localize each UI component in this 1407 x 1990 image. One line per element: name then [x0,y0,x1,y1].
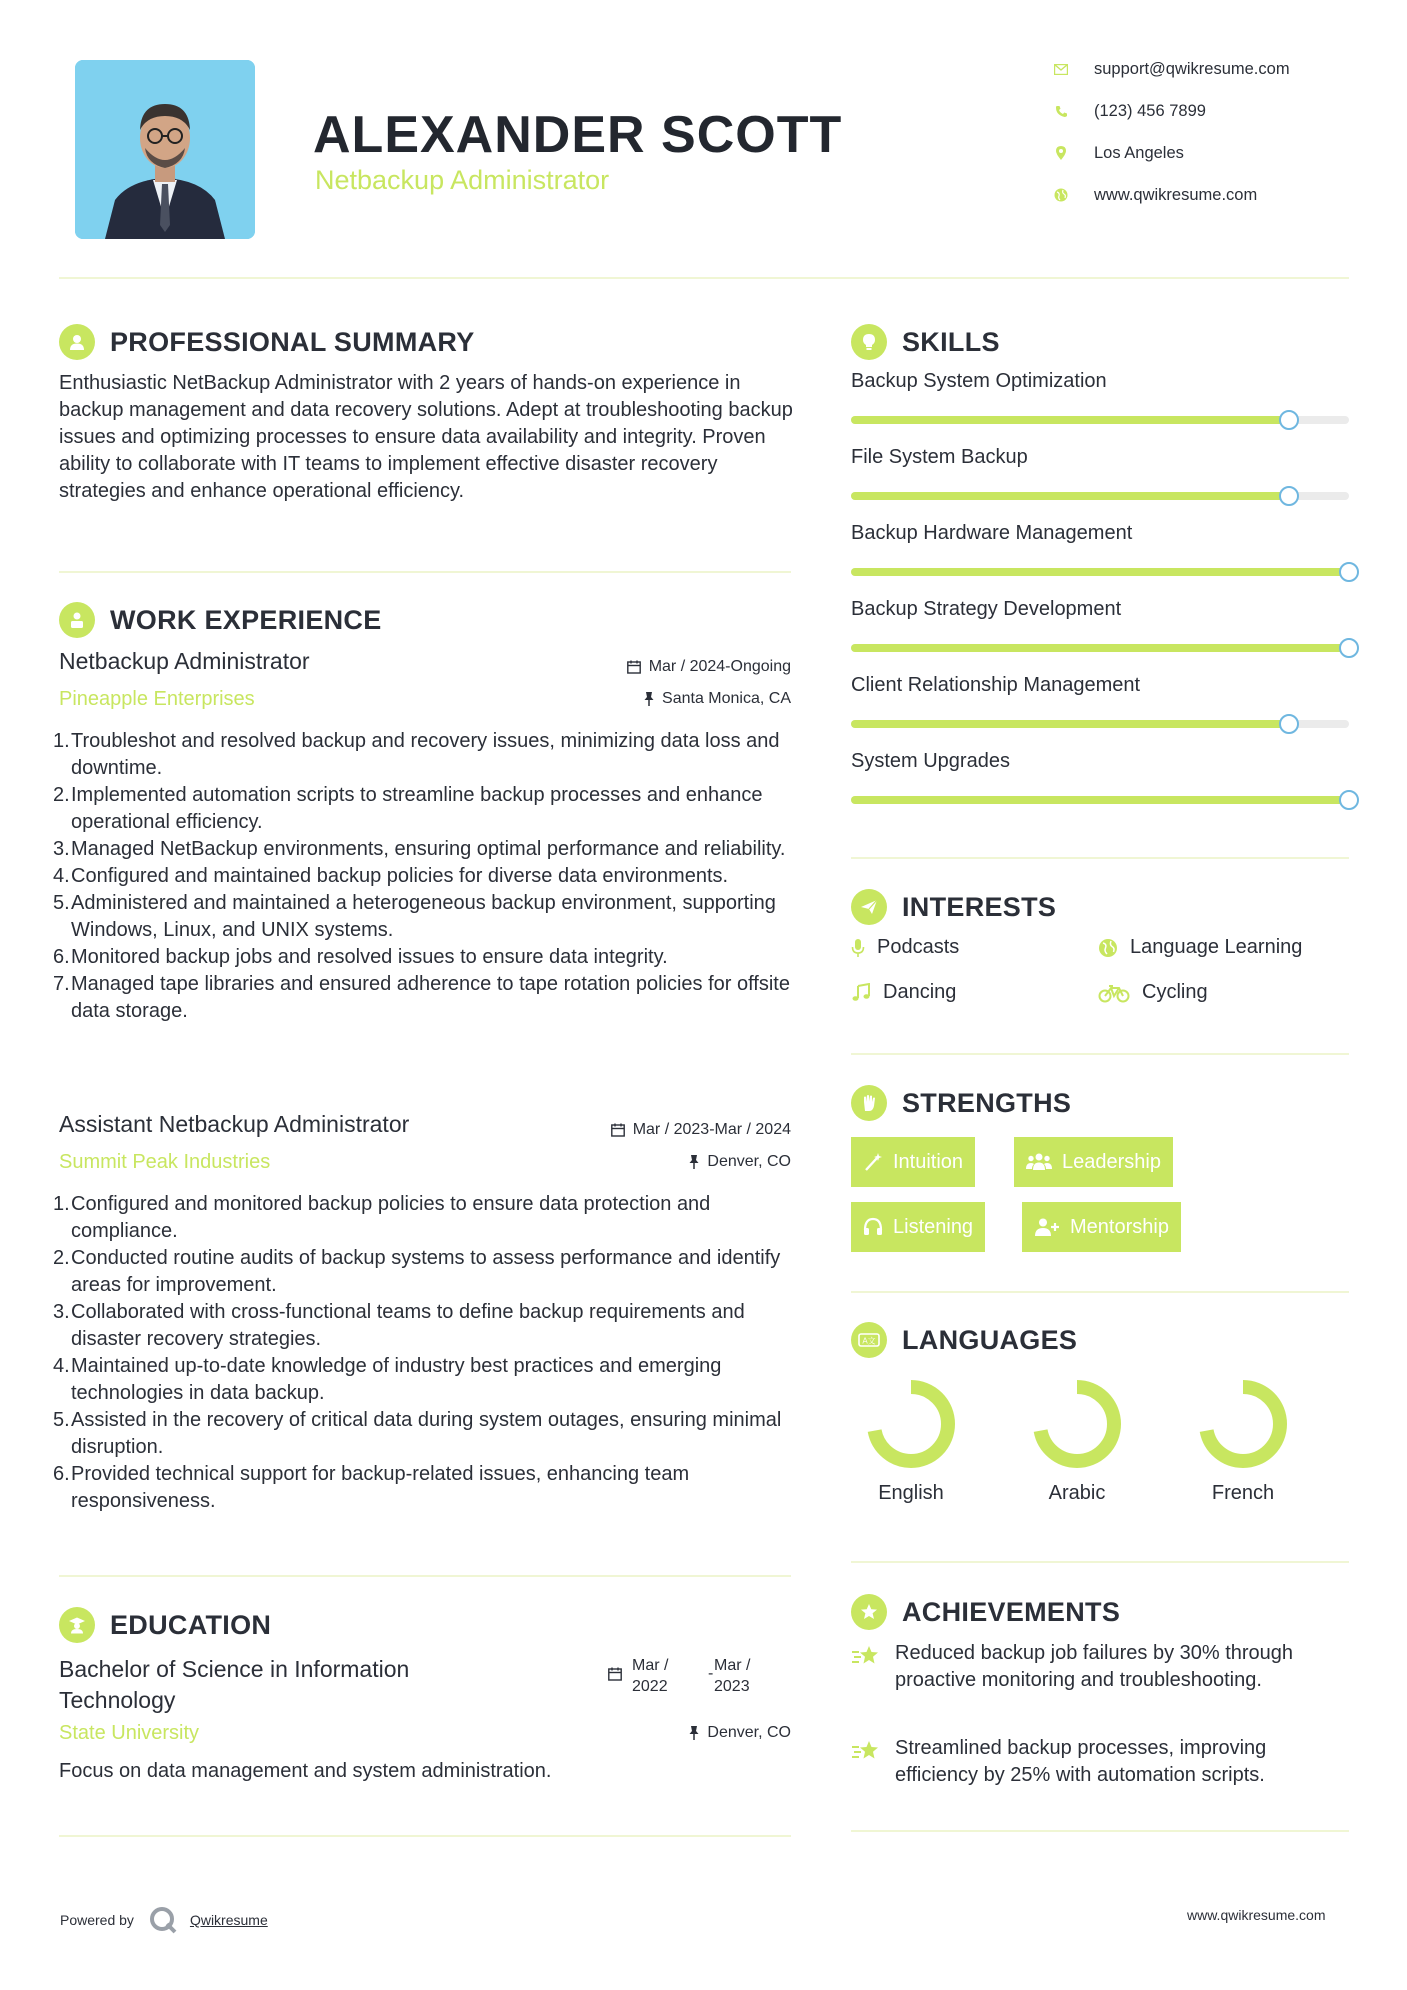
list-item: 1. Troubleshot and resolved backup and recovery issues, minimizing data loss and downtime. [53,730,780,779]
user-plus-icon [1034,1217,1060,1237]
pushpin-icon [689,1155,699,1169]
summary-text: Enthusiastic NetBackup Administrator with 2 years of hands-on experience in backup management and data recovery solutions. Adept at troubleshooting backup issues and optimizing processes to ensure data availability and integrity. Proven ability to collaborate with IT teams to implement effective disaster recovery strategies and enhance operational efficiency. [59,372,793,502]
list-item: 7. Managed tape libraries and ensured adherence to tape rotation policies for offsite data storage. [53,973,790,1022]
paper-plane-icon [851,889,887,925]
skill-level-knob [1279,714,1299,734]
skill-item [851,370,1359,424]
language-item [851,1378,971,1505]
star-badge-icon [851,1594,887,1630]
globe-icon [1098,938,1118,958]
school-name: State University [59,1722,200,1744]
strengths-divider [851,1291,1349,1293]
job-1-duties [53,728,799,1025]
education-divider [59,1835,791,1837]
skill-name: File System Backup [851,446,1028,468]
briefcase-user-icon [59,602,95,638]
list-item: 2. Conducted routine audits of backup systems to assess performance and identify areas for improvement. [53,1247,781,1296]
skill-level-fill [851,568,1349,576]
phone-icon [1050,100,1072,122]
summary-heading: PROFESSIONAL SUMMARY [59,324,475,360]
work-heading: WORK EXPERIENCE [59,602,382,638]
work-divider [59,1575,791,1577]
language-level-ring [1197,1378,1289,1470]
skill-level-fill [851,796,1349,804]
skill-level-fill [851,492,1289,500]
location-pin-icon [1050,142,1072,164]
achievement-item-1: Reduced backup job failures by 30% through proactive monitoring and troubleshooting. [851,1640,1351,1694]
job-2-location: Denver, CO [689,1153,791,1171]
list-item: 5. Assisted in the recovery of critical data during system outages, ensuring minimal disruption. [53,1409,782,1458]
strength-tag-listening: Listening [851,1202,985,1252]
strength-tag-mentorship: Mentorship [1022,1202,1181,1252]
skills-divider [851,857,1349,859]
summary-divider [59,571,791,573]
education-date-end: Mar / 2023 [714,1657,751,1695]
languages-divider [851,1561,1349,1563]
strength-tag-leadership: Leadership [1014,1137,1173,1187]
magic-wand-icon [863,1152,883,1172]
skill-level-bar [851,568,1349,576]
skill-item [851,446,1359,500]
skill-level-knob [1339,562,1359,582]
interest-item-cycling: Cycling [1098,981,1208,1004]
language-name: Arabic [1048,1482,1106,1504]
calendar-icon [608,1667,622,1686]
user-icon [59,324,95,360]
graduate-icon [59,1607,95,1643]
education-date-separator: - [708,1665,714,1682]
achievement-item-2: Streamlined backup processes, improving efficiency by 25% with automation scripts. [851,1735,1351,1789]
skill-name: Backup System Optimization [851,370,1107,392]
skill-level-fill [851,720,1289,728]
skill-level-fill [851,644,1349,652]
achievements-heading: ACHIEVEMENTS [851,1594,1120,1630]
list-item: 4. Configured and maintained backup policies for diverse data environments. [53,865,729,887]
skill-level-knob [1279,410,1299,430]
interests-divider [851,1053,1349,1055]
interest-item-dancing: Dancing [851,981,956,1004]
footer-powered-by: Powered by Qwikresume [60,1905,268,1935]
job-1-date: Mar / 2024-Ongoing [627,658,791,676]
microphone-icon [851,938,865,958]
language-name: English [878,1482,944,1504]
footer-brand-link[interactable]: Qwikresume [189,1912,268,1928]
bicycle-icon [1098,983,1130,1003]
group-icon [1026,1152,1052,1172]
job-1-company: Pineapple Enterprises [59,688,255,710]
languages-heading: A文 LANGUAGES [851,1322,1077,1358]
skill-name: Backup Strategy Development [851,598,1122,620]
achievements-divider [851,1830,1349,1832]
profile-photo [75,60,255,239]
strength-tag-intuition: Intuition [851,1137,975,1187]
skill-level-bar [851,796,1349,804]
skill-level-knob [1279,486,1299,506]
skill-item [851,674,1359,728]
skill-name: Client Relationship Management [851,674,1141,696]
contact-website[interactable] [1050,184,1257,206]
education-location: Denver, CO [689,1724,791,1742]
headphones-icon [863,1217,883,1237]
qwikresume-logo-icon [148,1905,178,1935]
list-item: 6. Monitored backup jobs and resolved issues to ensure data integrity. [53,946,668,968]
job-1-title: Netbackup Administrator [59,648,310,674]
list-item: 1. Configured and monitored backup policies to ensure data protection and compliance. [53,1193,711,1242]
education-description: Focus on data management and system administration. [59,1760,552,1782]
contact-location-text: Los Angeles [1094,143,1184,162]
star-icon [851,1640,895,1694]
language-name: French [1211,1482,1275,1504]
envelope-icon [1050,58,1072,80]
list-item: 6. Provided technical support for backup-related issues, enhancing team responsiveness. [53,1463,690,1512]
pushpin-icon [644,692,654,706]
job-1-location: Santa Monica, CA [644,690,791,708]
person-portrait-icon [75,60,255,239]
language-level-arc [874,1387,948,1461]
skills-heading: SKILLS [851,324,1000,360]
skill-level-knob [1339,638,1359,658]
candidate-name: ALEXANDER SCOTT [313,106,843,164]
language-level-arc [1206,1387,1280,1461]
skill-level-bar [851,416,1349,424]
globe-icon [1050,184,1072,206]
language-level-ring [1031,1378,1123,1470]
degree-title: Bachelor of Science in Information Technology [59,1656,410,1713]
skill-name: Backup Hardware Management [851,522,1133,544]
lightbulb-icon [851,324,887,360]
pushpin-icon [689,1726,699,1740]
calendar-icon [627,660,641,674]
language-item [1183,1378,1303,1505]
job-2-date: Mar / 2023-Mar / 2024 [611,1121,791,1139]
header-divider [59,277,1349,279]
contact-email[interactable] [1050,58,1290,80]
music-note-icon [851,983,871,1003]
list-item: 2. Implemented automation scripts to streamline backup processes and enhance operational efficiency. [53,784,763,833]
list-item: 3. Managed NetBackup environments, ensuring optimal performance and reliability. [53,838,786,860]
education-date-start: Mar / 2022 [632,1657,669,1695]
education-heading: EDUCATION [59,1607,271,1643]
skill-level-bar [851,492,1349,500]
list-item: 5. Administered and maintained a heterogeneous backup environment, supporting Windows, Linux, and UNIX systems. [53,892,776,941]
interests-heading: INTERESTS [851,889,1056,925]
skill-name: System Upgrades [851,750,1010,772]
calendar-icon [611,1123,625,1137]
contact-phone[interactable] [1050,100,1206,122]
list-item: 4. Maintained up-to-date knowledge of industry best practices and emerging technologies in data backup. [53,1355,722,1404]
skill-item [851,750,1359,804]
skill-level-fill [851,416,1289,424]
language-level-ring [865,1378,957,1470]
footer-url[interactable]: www.qwikresume.com [1187,1907,1326,1923]
skill-level-bar [851,644,1349,652]
skill-item [851,598,1359,652]
language-item [1017,1378,1137,1505]
contact-website-text: www.qwikresume.com [1094,185,1258,204]
svg-text:A文: A文 [862,1336,876,1346]
strengths-heading: STRENGTHS [851,1085,1071,1121]
contact-email-text: support@qwikresume.com [1094,59,1290,78]
contact-location [1050,142,1184,164]
interest-item-podcasts: Podcasts [851,936,959,959]
translate-icon [851,1322,887,1358]
job-2-title: Assistant Netbackup Administrator [59,1111,410,1137]
contact-phone-text: (123) 456 7899 [1094,101,1206,120]
job-2-duties [53,1191,799,1515]
candidate-title: Netbackup Administrator [315,165,610,195]
raised-hand-icon [851,1085,887,1121]
star-icon [851,1735,895,1789]
list-item: 3. Collaborated with cross-functional teams to define backup requirements and disaster recovery strategies. [53,1301,745,1350]
language-level-arc [1040,1387,1114,1461]
skill-item [851,522,1359,576]
interest-item-language-learning: Language Learning [1098,936,1302,959]
job-2-company: Summit Peak Industries [59,1151,271,1173]
skill-level-knob [1339,790,1359,810]
skill-level-bar [851,720,1349,728]
